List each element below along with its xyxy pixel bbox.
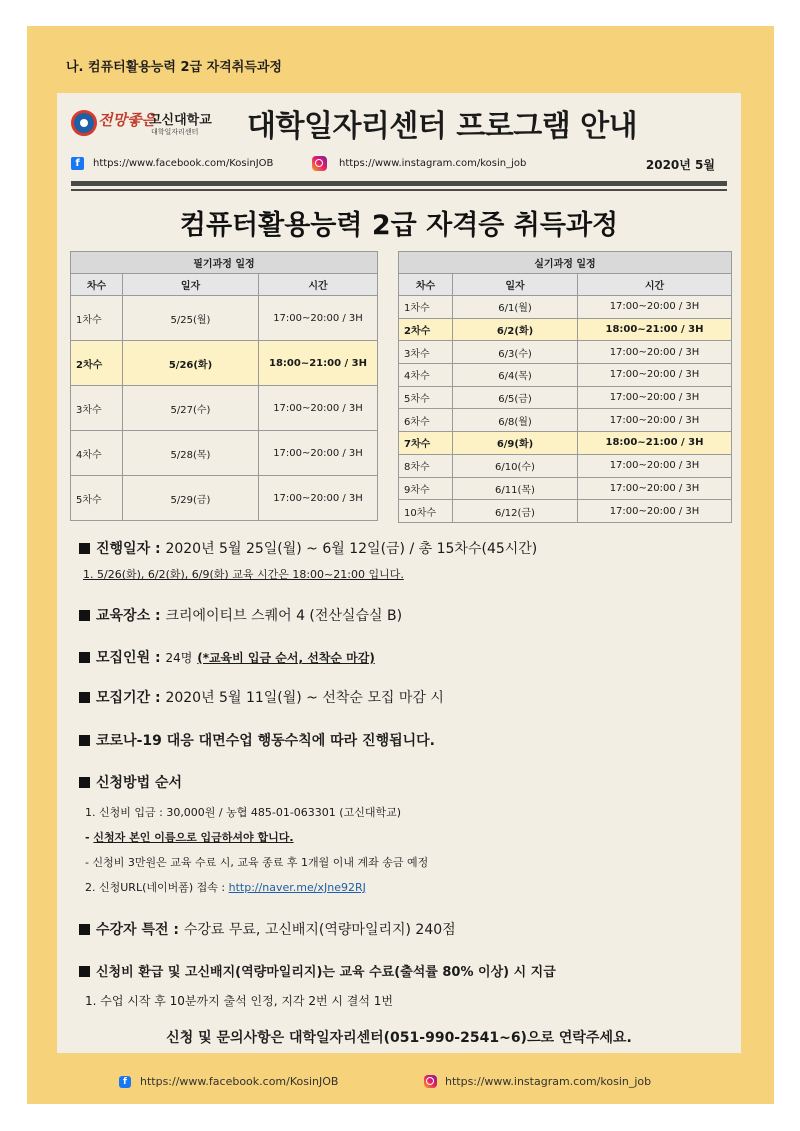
round-cell: 6차수 <box>399 409 453 432</box>
round-cell: 5차수 <box>399 386 453 409</box>
section-heading: 나. 컴퓨터활용능력 2급 자격취득과정 <box>66 60 282 75</box>
recruit-label: 모집기간 : <box>96 690 161 706</box>
footer-facebook-link[interactable]: https://www.facebook.com/KosinJOB <box>140 1075 339 1088</box>
issue-date: 2020년 5월 <box>645 158 715 172</box>
time-cell: 17:00~20:00 / 3H <box>578 341 732 364</box>
date-cell: 6/2(화) <box>453 318 578 341</box>
contact-closing: 신청 및 문의사항은 대학일자리센터(051-990-2541~6)으로 연락주세요. <box>166 1030 632 1046</box>
benefit-text: 수강료 무료, 고신배지(역량마일리지) 240점 <box>183 922 456 938</box>
table-row <box>399 386 732 409</box>
table-row <box>399 409 732 432</box>
covid-item <box>79 730 729 750</box>
round-cell: 1차수 <box>71 296 123 341</box>
table-row-highlighted <box>71 341 378 386</box>
round-cell: 8차수 <box>399 454 453 477</box>
time-cell: 17:00~20:00 / 3H <box>578 454 732 477</box>
refund-item <box>79 961 729 1009</box>
facebook-icon[interactable]: f <box>71 157 84 170</box>
time-cell: 17:00~20:00 / 3H <box>259 431 378 476</box>
square-bullet-icon <box>79 924 90 935</box>
round-cell: 5차수 <box>71 476 123 521</box>
table-row-highlighted <box>399 432 732 455</box>
divider-thick <box>71 181 727 186</box>
written-schedule-caption: 필기과정 일정 <box>71 252 378 274</box>
logo-university-name: 고신대학교 <box>149 113 212 128</box>
logo-center-name: 대학일자리센터 <box>151 128 199 136</box>
table-row <box>399 500 732 523</box>
date-cell: 6/4(목) <box>453 364 578 387</box>
date-cell: 5/27(수) <box>123 386 259 431</box>
footer-instagram-link[interactable]: https://www.instagram.com/kosin_job <box>445 1075 652 1088</box>
time-cell: 17:00~20:00 / 3H <box>578 500 732 523</box>
capacity-note: (*교육비 입금 순서, 선착순 마감) <box>197 651 375 665</box>
apply-step2-label: 2. 신청URL(네이버폼) 접속 : <box>85 881 226 894</box>
practical-schedule-caption: 실기과정 일정 <box>399 252 732 274</box>
period-label: 진행일자 : <box>96 541 161 557</box>
place-text: 크리에이티브 스퀘어 4 (전산실습실 B) <box>165 608 403 624</box>
round-cell: 3차수 <box>399 341 453 364</box>
round-cell: 2차수 <box>399 318 453 341</box>
facebook-link[interactable]: https://www.facebook.com/KosinJOB <box>93 158 274 169</box>
time-cell: 18:00~21:00 / 3H <box>578 432 732 455</box>
date-cell: 6/10(수) <box>453 454 578 477</box>
capacity-label: 모집인원 : <box>96 650 161 666</box>
covid-text: 코로나-19 대응 대면수업 행동수칙에 따라 진행됩니다. <box>96 733 435 749</box>
logo-slogan: 전망좋은 <box>98 111 156 129</box>
column-header: 일자 <box>123 274 259 296</box>
column-header: 일자 <box>453 274 578 296</box>
date-cell: 5/26(화) <box>123 341 259 386</box>
round-cell: 10차수 <box>399 500 453 523</box>
column-header: 시간 <box>259 274 378 296</box>
table-row <box>71 476 378 521</box>
written-schedule-table <box>70 251 378 521</box>
column-header: 시간 <box>578 274 732 296</box>
apply-item: 신청방법 순서 1. 신청비 입금 : 30,000원 / 농협 485-01-063301 (고신대학교) - 신청자 본인 이름으로 입금하셔야 합니다. - 신청비 3만원은 교육 수료 시, 교육 종료 후 1개월 이내 계좌 송금 예정 2. 신청URL(네이버폼) 접속 : http://naver.me/xJne92RJ <box>79 772 729 895</box>
university-logo <box>71 107 221 147</box>
table-row <box>399 364 732 387</box>
date-cell: 5/29(금) <box>123 476 259 521</box>
column-header: 차수 <box>71 274 123 296</box>
square-bullet-icon <box>79 652 90 663</box>
table-row-highlighted <box>399 318 732 341</box>
period-text: 2020년 5월 25일(월) ~ 6월 12일(금) / 총 15차수(45시간) <box>165 541 538 557</box>
place-label: 교육장소 : <box>96 608 161 624</box>
program-poster <box>57 93 741 1053</box>
university-emblem-icon <box>71 110 97 136</box>
recruit-text: 2020년 5월 11일(월) ~ 선착순 모집 마감 시 <box>165 690 444 706</box>
time-cell: 17:00~20:00 / 3H <box>578 386 732 409</box>
place-item <box>79 605 729 625</box>
round-cell: 2차수 <box>71 341 123 386</box>
apply-step1-note: 신청자 본인 이름으로 입금하셔야 합니다. <box>93 831 294 844</box>
date-cell: 6/9(화) <box>453 432 578 455</box>
course-title: 컴퓨터활용능력 2급 자격증 취득과정 <box>179 210 619 241</box>
date-cell: 6/3(수) <box>453 341 578 364</box>
table-row <box>71 296 378 341</box>
table-row <box>399 454 732 477</box>
round-cell: 4차수 <box>71 431 123 476</box>
period-item <box>79 538 729 582</box>
time-cell: 17:00~20:00 / 3H <box>259 476 378 521</box>
social-links-row <box>71 155 731 175</box>
benefit-label: 수강자 특전 : <box>96 922 179 938</box>
time-cell: 17:00~20:00 / 3H <box>259 296 378 341</box>
square-bullet-icon <box>79 692 90 703</box>
date-cell: 6/12(금) <box>453 500 578 523</box>
table-row <box>71 431 378 476</box>
capacity-text: 24명 <box>165 651 193 665</box>
recruit-item <box>79 687 729 707</box>
apply-label: 신청방법 순서 <box>96 775 183 791</box>
instagram-link[interactable]: https://www.instagram.com/kosin_job <box>339 158 527 169</box>
apply-step1-refund: - 신청비 3만원은 교육 수료 시, 교육 종료 후 1개월 이내 계좌 송금 예정 <box>85 856 429 869</box>
time-cell: 18:00~21:00 / 3H <box>578 318 732 341</box>
time-cell: 18:00~21:00 / 3H <box>259 341 378 386</box>
page-title: 대학일자리센터 프로그램 안내 <box>247 109 638 144</box>
square-bullet-icon <box>79 777 90 788</box>
benefit-item <box>79 919 729 939</box>
refund-note: 1. 수업 시작 후 10분까지 출석 인정, 지각 2번 시 결석 1번 <box>85 994 394 1008</box>
time-cell: 17:00~20:00 / 3H <box>259 386 378 431</box>
date-cell: 6/11(목) <box>453 477 578 500</box>
time-cell: 17:00~20:00 / 3H <box>578 477 732 500</box>
instagram-icon[interactable] <box>424 1075 437 1088</box>
refund-title: 신청비 환급 및 고신배지(역량마일리지)는 교육 수료(출석률 80% 이상) 시 지급 <box>96 965 556 980</box>
round-cell: 7차수 <box>399 432 453 455</box>
table-row <box>399 296 732 319</box>
square-bullet-icon <box>79 543 90 554</box>
apply-form-link[interactable]: http://naver.me/xJne92RJ <box>228 881 366 894</box>
instagram-icon[interactable] <box>312 156 327 171</box>
date-cell: 5/25(월) <box>123 296 259 341</box>
round-cell: 1차수 <box>399 296 453 319</box>
date-cell: 6/8(월) <box>453 409 578 432</box>
time-cell: 17:00~20:00 / 3H <box>578 296 732 319</box>
round-cell: 4차수 <box>399 364 453 387</box>
apply-step1: 1. 신청비 입금 : 30,000원 / 농협 485-01-063301 (고신대학교) <box>85 806 402 819</box>
capacity-item <box>79 647 729 667</box>
period-note: 1. 5/26(화), 6/2(화), 6/9(화) 교육 시간은 18:00~21:00 입니다. <box>83 568 404 581</box>
table-row <box>71 386 378 431</box>
date-cell: 6/5(금) <box>453 386 578 409</box>
date-cell: 5/28(목) <box>123 431 259 476</box>
square-bullet-icon <box>79 735 90 746</box>
round-cell: 9차수 <box>399 477 453 500</box>
divider-thin <box>71 189 727 191</box>
date-cell: 6/1(월) <box>453 296 578 319</box>
square-bullet-icon <box>79 966 90 977</box>
column-header: 차수 <box>399 274 453 296</box>
time-cell: 17:00~20:00 / 3H <box>578 409 732 432</box>
time-cell: 17:00~20:00 / 3H <box>578 364 732 387</box>
practical-schedule-table <box>398 251 732 523</box>
facebook-icon[interactable]: f <box>119 1076 131 1088</box>
footer <box>0 1068 800 1092</box>
table-row <box>399 341 732 364</box>
table-row <box>399 477 732 500</box>
round-cell: 3차수 <box>71 386 123 431</box>
square-bullet-icon <box>79 610 90 621</box>
